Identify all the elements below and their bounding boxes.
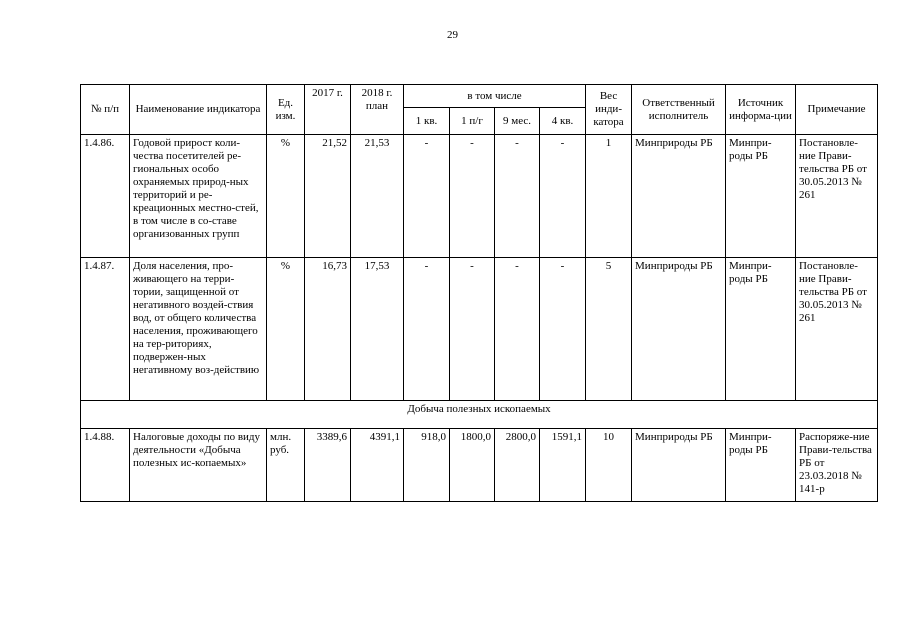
row-responsible: Минприроды РБ (632, 135, 726, 258)
indicators-table (80, 84, 878, 502)
row-2017: 16,73 (305, 258, 351, 401)
row-num: 1.4.86. (81, 135, 130, 258)
row-num: 1.4.87. (81, 258, 130, 401)
header-num: № п/п (81, 85, 130, 135)
header-source: Источник информа-ции (726, 85, 796, 135)
row-unit: % (267, 135, 305, 258)
header-9m: 9 мес. (495, 108, 540, 135)
row-h1: - (450, 135, 495, 258)
row-unit: % (267, 258, 305, 401)
section-title: Добыча полезных ископаемых (81, 401, 878, 429)
header-weight: Вес инди-катора (586, 85, 632, 135)
table-row (81, 135, 878, 258)
header-responsible: Ответственный исполнитель (632, 85, 726, 135)
table-row (81, 429, 878, 502)
row-note: Постановле-ние Прави-тельства РБ от 30.05.2013 № 261 (796, 135, 878, 258)
row-note: Постановле-ние Прави-тельства РБ от 30.05.2013 № 261 (796, 258, 878, 401)
header-row-1 (81, 85, 878, 108)
page-number: 29 (447, 29, 458, 41)
header-note: Примечание (796, 85, 878, 135)
header-2017: 2017 г. (305, 85, 351, 135)
row-responsible: Минприроды РБ (632, 258, 726, 401)
row-source: Минпри-роды РБ (726, 258, 796, 401)
row-h1: - (450, 258, 495, 401)
row-2018: 17,53 (351, 258, 404, 401)
row-unit: млн. руб. (267, 429, 305, 502)
row-note: Распоряже-ние Прави-тельства РБ от 23.03.2018 № 141-р (796, 429, 878, 502)
row-name: Годовой прирост коли-чества посетителей ре-гиональных особо охраняемых природ-ных территорий и ре-креационных местно-стей, в том числе в со-ставе организованных групп (130, 135, 267, 258)
row-num: 1.4.88. (81, 429, 130, 502)
row-weight: 1 (586, 135, 632, 258)
row-name: Налоговые доходы по виду деятельности «Добыча полезных ис-копаемых» (130, 429, 267, 502)
row-9m: - (495, 258, 540, 401)
row-q4: - (540, 135, 586, 258)
row-q4: - (540, 258, 586, 401)
row-2017: 3389,6 (305, 429, 351, 502)
table-row (81, 258, 878, 401)
header-q4: 4 кв. (540, 108, 586, 135)
row-responsible: Минприроды РБ (632, 429, 726, 502)
header-q1: 1 кв. (404, 108, 450, 135)
row-2018: 4391,1 (351, 429, 404, 502)
row-weight: 10 (586, 429, 632, 502)
header-unit: Ед. изм. (267, 85, 305, 135)
row-9m: 2800,0 (495, 429, 540, 502)
row-h1: 1800,0 (450, 429, 495, 502)
row-2017: 21,52 (305, 135, 351, 258)
row-name: Доля населения, про-живающего на терри-тории, защищенной от негативного воздей-ствия вод, от общего количества населения, проживающего на тер-риториях, подвержен-ных негативному воз-действию (130, 258, 267, 401)
row-q1: - (404, 258, 450, 401)
row-weight: 5 (586, 258, 632, 401)
header-h1: 1 п/г (450, 108, 495, 135)
header-including: в том числе (404, 85, 586, 108)
header-2018-plan: 2018 г. план (351, 85, 404, 135)
row-9m: - (495, 135, 540, 258)
row-source: Минпри-роды РБ (726, 429, 796, 502)
row-source: Минпри-роды РБ (726, 135, 796, 258)
row-q4: 1591,1 (540, 429, 586, 502)
row-q1: - (404, 135, 450, 258)
header-name: Наименование индикатора (130, 85, 267, 135)
row-q1: 918,0 (404, 429, 450, 502)
row-2018: 21,53 (351, 135, 404, 258)
section-row (81, 401, 878, 429)
